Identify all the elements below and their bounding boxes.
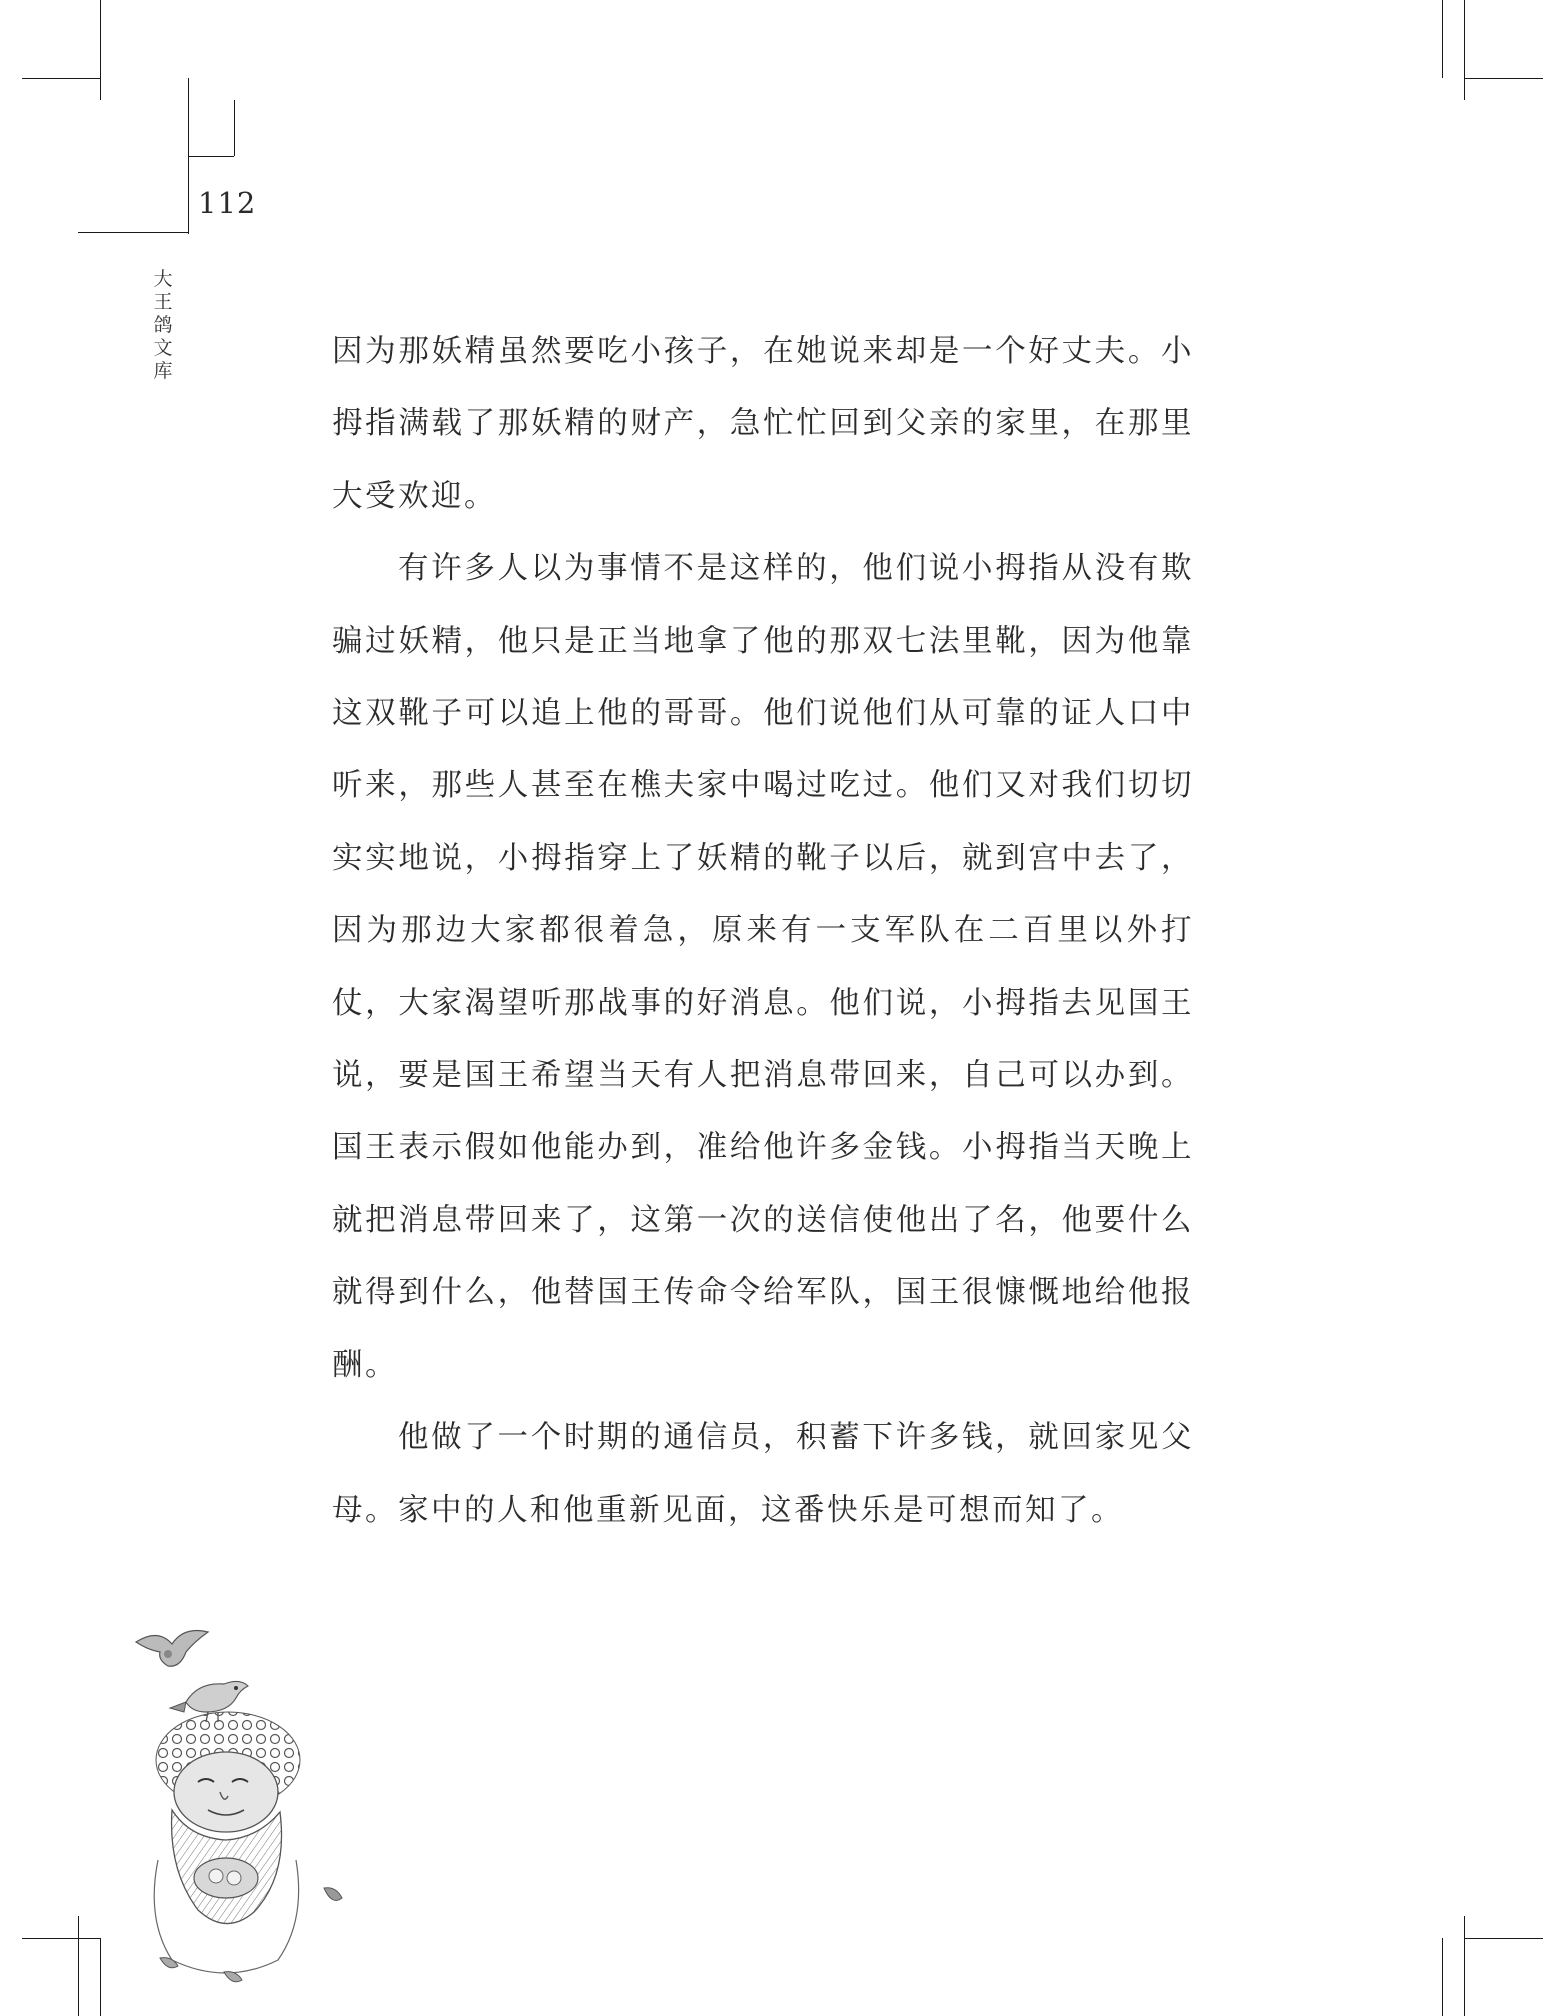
crop-mark — [188, 78, 189, 156]
crop-mark — [22, 1938, 100, 1939]
crop-mark — [1464, 0, 1465, 100]
crop-mark — [100, 1938, 101, 2016]
crop-mark — [22, 78, 100, 79]
paragraph: 因为那妖精虽然要吃小孩子，在她说来却是一个好丈夫。小拇指满载了那妖精的财产，急忙忙回到父亲的家里，在那里大受欢迎。 — [332, 334, 1194, 514]
paragraph: 他做了一个时期的通信员，积蓄下许多钱，就回家见父母。家中的人和他重新见面，这番快乐是可想而知了。 — [332, 1420, 1194, 1528]
crop-mark — [234, 100, 235, 156]
leaf-icon — [324, 1888, 342, 1901]
paragraph: 有许多人以为事情不是这样的，他们说小拇指从没有欺骗过妖精，他只是正当地拿了他的那双七法里靴，因为他靠这双靴子可以追上他的哥哥。他们说他们从可靠的证人口中听来，那些人甚至在樵夫家中喝过吃过。他们又对我们切切实实地说，小拇指穿上了妖精的靴子以后，就到宫中去了，因为那边大家都很着急，原来有一支军队在二百里以外打仗，大家渴望听那战事的好消息。他们说，小拇指去见国王说，要是国王希望当天有人把消息带回来，自己可以办到。国王表示假如他能办到，准给他许多金钱。小拇指当天晚上就把消息带回来了，这第一次的送信使他出了名，他要什么就得到什么，他替国王传命令给军队，国王很慷慨地给他报酬。 — [332, 551, 1194, 1383]
face — [174, 1752, 278, 1832]
leaf-icon — [160, 1958, 178, 1968]
illustration — [128, 1620, 368, 1990]
page-number: 112 — [198, 186, 257, 220]
crop-mark — [100, 0, 101, 100]
crop-mark — [1442, 1938, 1443, 2016]
crop-mark — [1464, 78, 1543, 79]
crop-mark — [1442, 0, 1443, 78]
series-name: 大王鸽文库 — [153, 268, 173, 382]
flying-bird-icon — [136, 1631, 208, 1667]
crop-mark — [1464, 1938, 1543, 1939]
leaf-icon — [224, 1972, 242, 1982]
crop-mark — [188, 156, 189, 234]
crop-mark — [188, 156, 234, 157]
crop-mark — [78, 1916, 79, 2016]
crop-mark — [78, 232, 188, 233]
crop-mark — [1464, 1916, 1465, 2016]
body-text — [332, 316, 1194, 1547]
